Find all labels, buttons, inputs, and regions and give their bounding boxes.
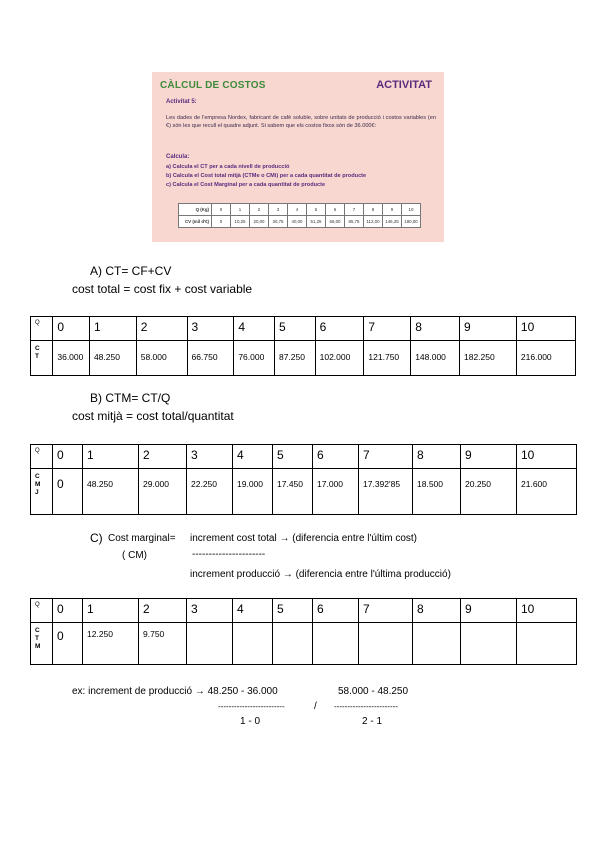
activity-table-cell: 2 [250, 204, 269, 216]
cm-cell: 9.750 [139, 623, 187, 665]
activity-calc-heading: Calcula: [166, 154, 190, 160]
ctm-cell: 17.450 [273, 469, 313, 515]
q-cell: 1 [83, 445, 139, 469]
q-cell: 4 [233, 599, 273, 623]
section-c-numerator: increment cost total → (diferencia entre l'últim cost) [190, 533, 417, 544]
ctm-cell: 18.500 [413, 469, 461, 515]
average-cost-table [30, 444, 577, 515]
q-cell: 6 [315, 317, 364, 341]
total-cost-table [30, 316, 576, 376]
q-cell: 2 [139, 599, 187, 623]
activity-question-b: b) Calcula el Cost total mitjà (CTMe o CMi) per a cada quantitat de producte [166, 173, 367, 179]
activity-table-cell: 0 [212, 204, 231, 216]
marginal-cost-table [30, 598, 577, 665]
activity-table-cell: 8 [364, 204, 383, 216]
example-denominator-2: 2 - 1 [362, 716, 383, 727]
ct-header: C T [31, 341, 53, 376]
section-c-letter: C) [90, 531, 103, 545]
q-cell: 6 [313, 599, 359, 623]
ctm-cell: 21.600 [517, 469, 577, 515]
activity-table-cell: 6 [326, 204, 345, 216]
section-c-fraction-line: ---------------------- [192, 549, 266, 560]
q-cell: 5 [273, 599, 313, 623]
cm-cell: 0 [53, 623, 83, 665]
table-row [31, 469, 577, 515]
activity-table-cell: 9 [383, 204, 402, 216]
section-b-description: cost mitjà = cost total/quantitat [72, 409, 234, 423]
activity-table-cell: 146,25 [383, 216, 402, 228]
ct-cell: 58.000 [136, 341, 187, 376]
example-second: 58.000 - 48.250 [338, 686, 409, 697]
q-cell: 7 [364, 317, 411, 341]
q-cell: 7 [359, 599, 413, 623]
table-row [31, 445, 577, 469]
cm-cell [359, 623, 413, 665]
q-cell: 0 [53, 445, 83, 469]
activity-question-c: c) Calcula el Cost Marginal per a cada quantitat de producte [166, 182, 326, 188]
q-cell: 10 [517, 445, 577, 469]
example-denominator-1: 1 - 0 [240, 716, 261, 727]
ct-cell: 36.000 [53, 341, 90, 376]
activity-table-cell: 4 [288, 204, 307, 216]
q-cell: 7 [359, 445, 413, 469]
ct-cell: 148.000 [411, 341, 460, 376]
activity-data-table [178, 203, 421, 228]
ct-cell: 102.000 [315, 341, 364, 376]
activity-table-cell: 85,75 [345, 216, 364, 228]
q-cell: 8 [411, 317, 460, 341]
ctm-header: C M J [31, 469, 53, 515]
activity-question-a: a) Calcula el CT per a cada nivell de producció [166, 164, 290, 170]
activity-intro: Les dades de l'empresa Nordex, fabricant de cafè soluble, sobre unitats de producció i costos variables (en €) són les que recull el quadre adjunt. Si sabem que els costos fixos són de 36.000€: [166, 115, 436, 129]
q-cell: 1 [83, 599, 139, 623]
activity-table-cell: 7 [345, 204, 364, 216]
ct-cell: 76.000 [234, 341, 275, 376]
ct-cell: 66.750 [187, 341, 234, 376]
activity-table-label: Q (Kg) [179, 204, 212, 216]
activity-table-cell: 5 [307, 204, 326, 216]
cm-cell [313, 623, 359, 665]
activity-table-cell: 40,00 [288, 216, 307, 228]
example-fraction-line-2: ------------------------ [334, 702, 398, 711]
section-a-formula: A) CT= CF+CV [90, 264, 172, 278]
cm-cell [187, 623, 233, 665]
example-fraction-line-1: ------------------------- [218, 702, 285, 711]
q-cell: 4 [234, 317, 275, 341]
table-row [31, 341, 576, 376]
activity-card [152, 72, 444, 242]
activity-table-row-cv [179, 216, 421, 228]
activity-table-cell: 3 [269, 204, 288, 216]
ct-cell: 182.250 [459, 341, 516, 376]
q-cell: 10 [517, 599, 577, 623]
activity-table-cell: 66,00 [326, 216, 345, 228]
ct-cell: 48.250 [89, 341, 136, 376]
q-cell: 0 [53, 599, 83, 623]
q-cell: 9 [461, 599, 517, 623]
activity-table-cell: 10 [402, 204, 421, 216]
activity-table-cell: 1 [231, 204, 250, 216]
activity-table-cell: 112,00 [364, 216, 383, 228]
ctm-cell: 20.250 [461, 469, 517, 515]
example-text: ex: increment de producció → 48.250 - 36.000 [72, 686, 278, 697]
ctm-cell: 48.250 [83, 469, 139, 515]
q-cell: 5 [274, 317, 315, 341]
q-cell: 3 [187, 445, 233, 469]
ctm-cell: 0 [53, 469, 83, 515]
q-cell: 8 [413, 599, 461, 623]
activity-badge: ACTIVITAT [376, 79, 432, 91]
q-header: Q [31, 317, 53, 341]
example-slash: / [314, 701, 317, 712]
section-c-denominator: increment producció → (diferencia entre l'última producció) [190, 569, 451, 580]
q-cell: 5 [273, 445, 313, 469]
activity-table-cell: 180,00 [402, 216, 421, 228]
table-row [31, 317, 576, 341]
q-cell: 2 [139, 445, 187, 469]
section-a-description: cost total = cost fix + cost variable [72, 282, 253, 296]
activity-table-cell: 20,00 [250, 216, 269, 228]
q-header: Q [31, 445, 53, 469]
q-header: Q [31, 599, 53, 623]
q-cell: 0 [53, 317, 90, 341]
activity-table-label: CV (mil d'€) [179, 216, 212, 228]
activity-table-cell: 30,75 [269, 216, 288, 228]
activity-subtitle: Activitat 5: [166, 99, 197, 105]
cm-cell [233, 623, 273, 665]
q-cell: 1 [89, 317, 136, 341]
ct-cell: 216.000 [516, 341, 575, 376]
cm-cell [461, 623, 517, 665]
cm-cell: 12.250 [83, 623, 139, 665]
table-row [31, 599, 577, 623]
ctm-cell: 17.000 [313, 469, 359, 515]
q-cell: 3 [187, 599, 233, 623]
ctm-cell: 17.392'85 [359, 469, 413, 515]
cm-cell [413, 623, 461, 665]
section-c-abbrev: ( CM) [122, 550, 147, 561]
q-cell: 8 [413, 445, 461, 469]
activity-table-row-q [179, 204, 421, 216]
activity-table-cell: 10,25 [231, 216, 250, 228]
cm-cell [273, 623, 313, 665]
activity-table-cell: 0 [212, 216, 231, 228]
cm-cell [517, 623, 577, 665]
ctm-cell: 29.000 [139, 469, 187, 515]
activity-title: CÀLCUL DE COSTOS [160, 80, 266, 91]
ct-cell: 87.250 [274, 341, 315, 376]
q-cell: 6 [313, 445, 359, 469]
q-cell: 2 [136, 317, 187, 341]
table-row [31, 623, 577, 665]
ctm-cell: 22.250 [187, 469, 233, 515]
q-cell: 9 [461, 445, 517, 469]
ctm-marginal-header: C T M [31, 623, 53, 665]
q-cell: 9 [459, 317, 516, 341]
ct-cell: 121.750 [364, 341, 411, 376]
activity-table-cell: 51,25 [307, 216, 326, 228]
section-b-formula: B) CTM= CT/Q [90, 391, 171, 405]
q-cell: 3 [187, 317, 234, 341]
section-c-label: Cost marginal= [108, 533, 176, 544]
q-cell: 4 [233, 445, 273, 469]
q-cell: 10 [516, 317, 575, 341]
ctm-cell: 19.000 [233, 469, 273, 515]
